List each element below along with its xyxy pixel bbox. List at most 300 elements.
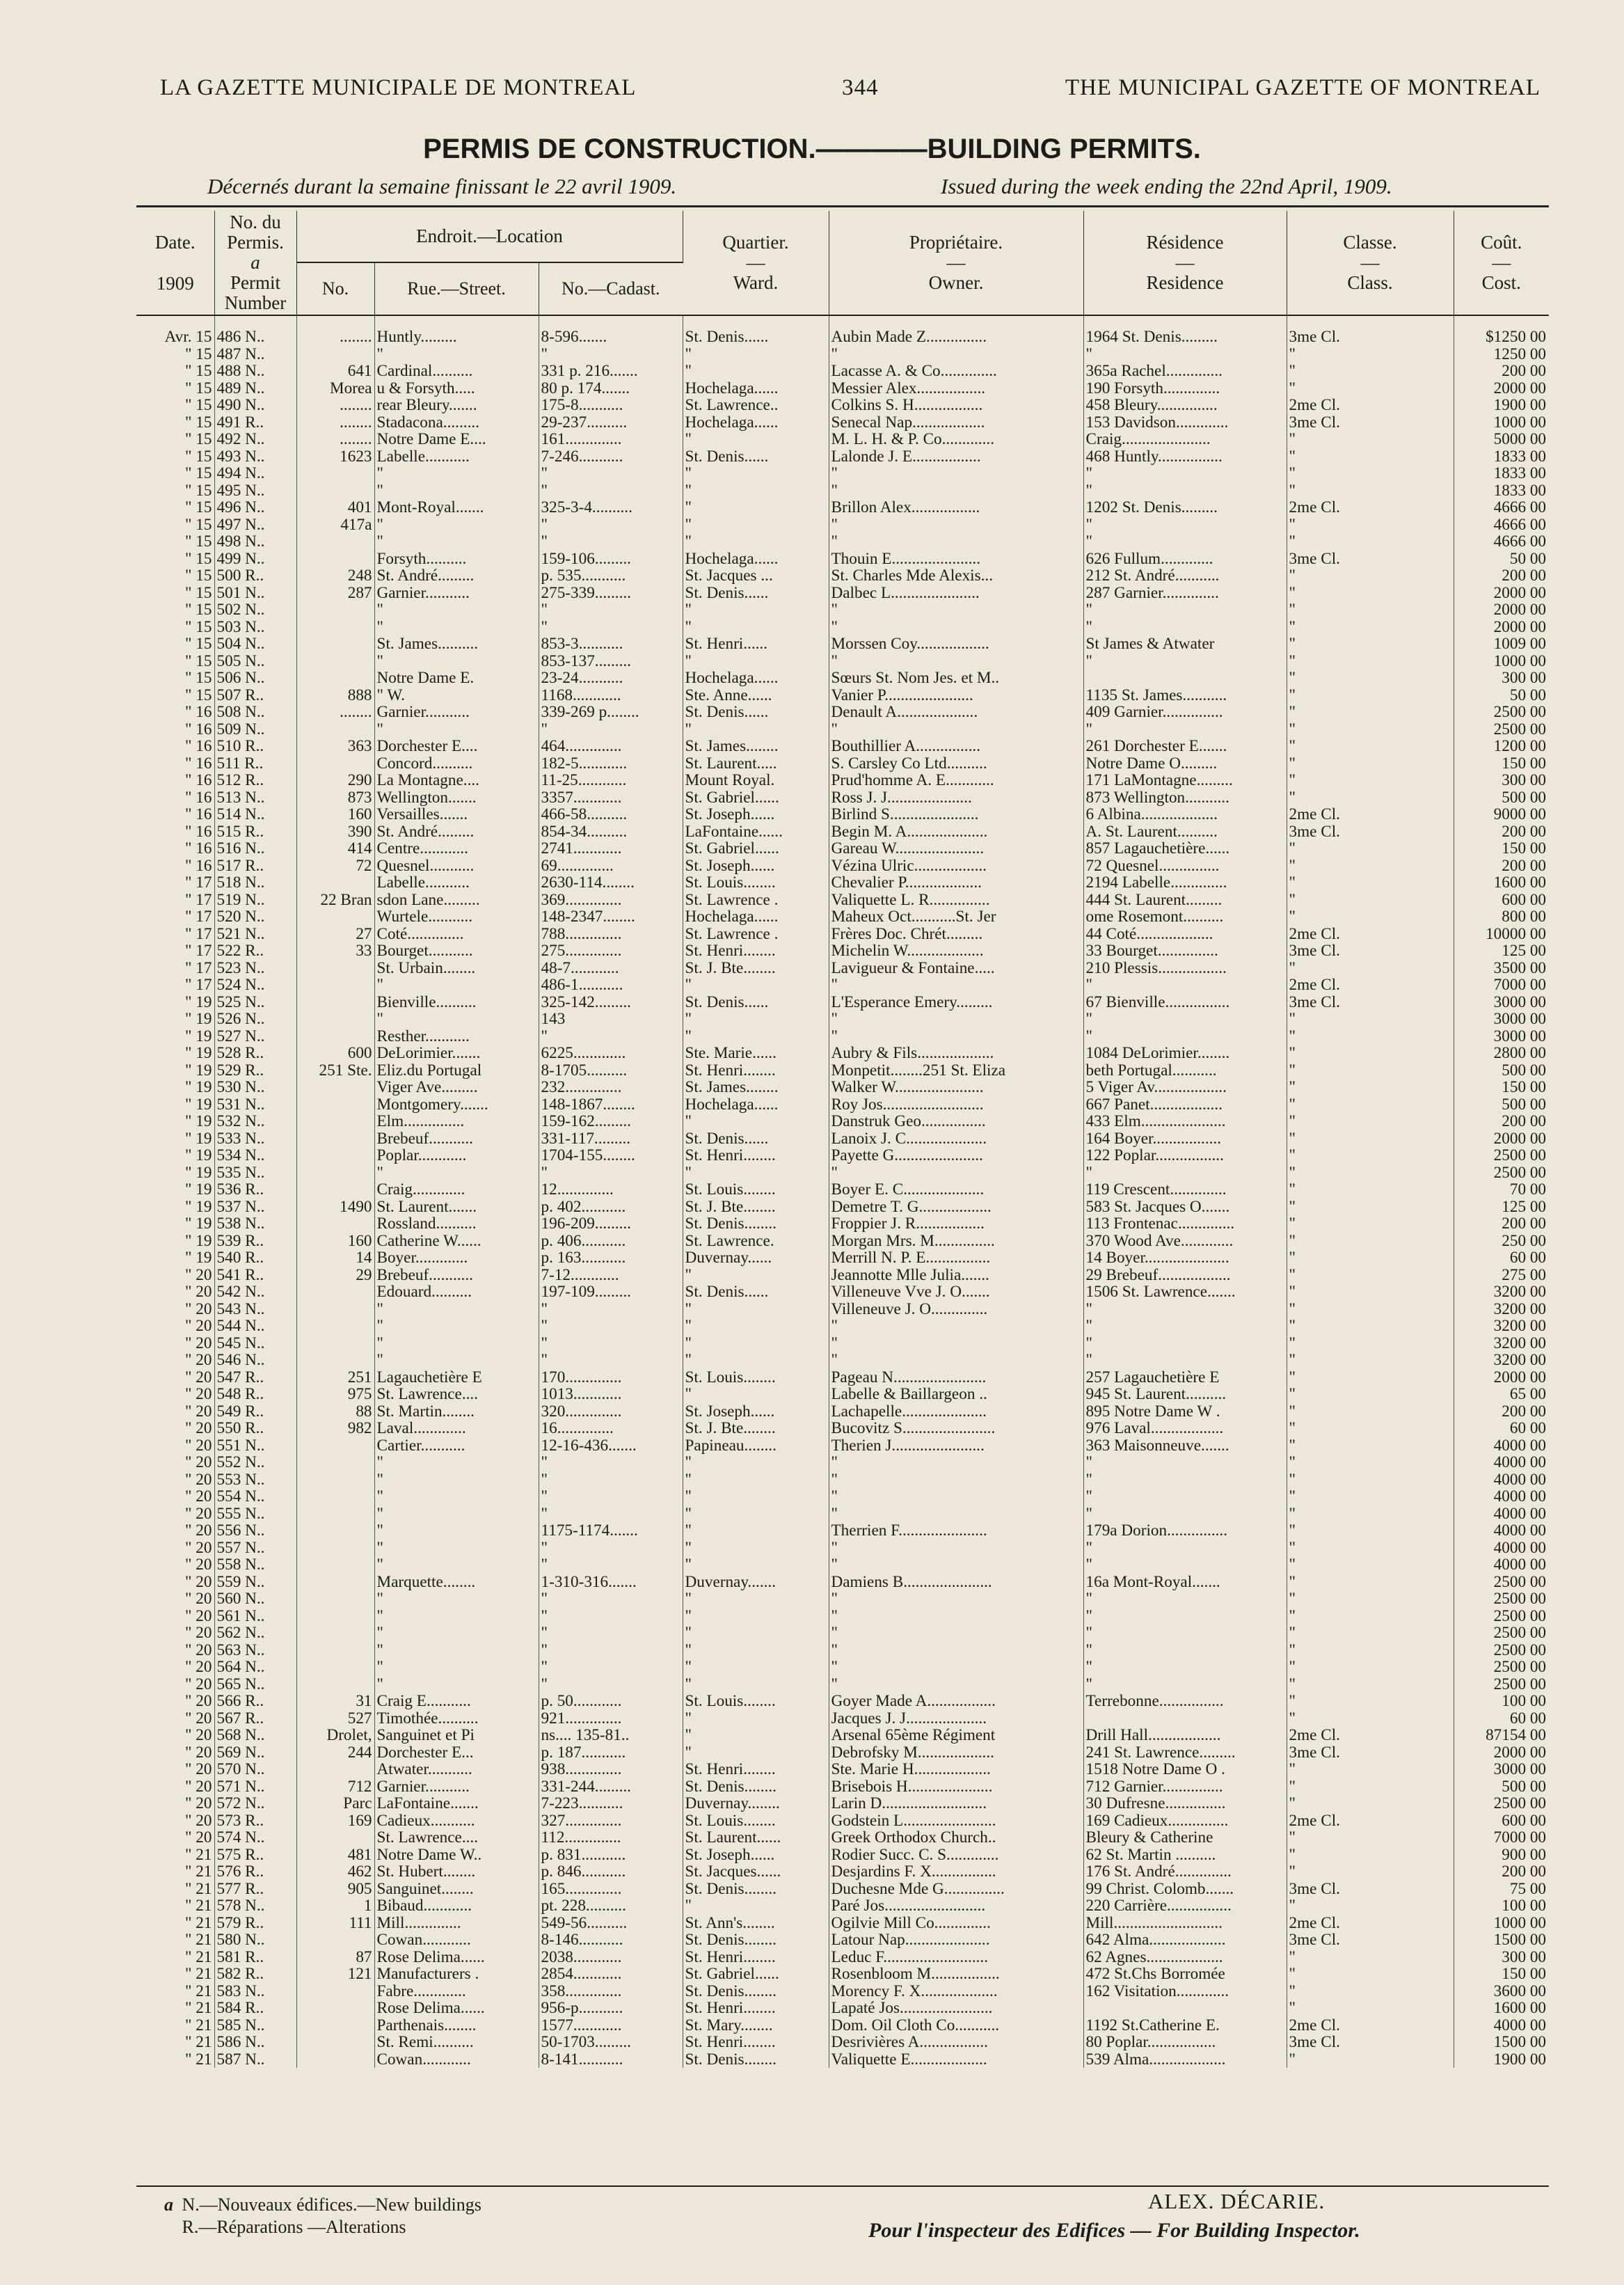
cell-street: " — [374, 1454, 539, 1471]
cell-no — [296, 1335, 374, 1352]
cell-cls: " — [1287, 1301, 1454, 1318]
cell-owner: Morency F. X................... — [829, 1983, 1083, 2000]
cell-cost: 4000 00 — [1493, 1539, 1547, 1556]
cell-owner: Brisebois H..................... — [829, 1778, 1083, 1796]
cell-owner: Birlind S...................... — [829, 806, 1083, 823]
table-row — [136, 1147, 1549, 1164]
cell-date: " 21 — [136, 1949, 214, 1966]
cell-cost: 2000 00 — [1493, 379, 1547, 397]
cell-street: " — [374, 1505, 539, 1523]
cell-permit: 583 N.. — [214, 1983, 296, 2000]
cell-date: " 20 — [136, 1676, 214, 1693]
cell-no — [296, 1624, 374, 1642]
cell-owner: Damiens B...................... — [829, 1574, 1083, 1591]
cell-street: " — [374, 1301, 539, 1318]
cell-ward: LaFontaine...... — [683, 823, 829, 841]
cell-no: 160 — [296, 1233, 374, 1250]
col-date-header — [136, 211, 214, 315]
cell-date: " 20 — [136, 1624, 214, 1642]
cell-date: " 19 — [136, 1164, 214, 1182]
cell-cls: " — [1287, 1011, 1454, 1028]
table-row — [136, 1829, 1549, 1847]
cell-owner: Pageau N....................... — [829, 1369, 1083, 1386]
cell-ward: St. Henri........ — [683, 1949, 829, 1966]
cell-no: 290 — [296, 772, 374, 789]
cell-owner: S. Carsley Co Ltd.......... — [829, 755, 1083, 773]
cell-ward: St. Laurent..... — [683, 755, 829, 773]
col-permit-marker: a — [250, 252, 260, 273]
cell-street: St. Lawrence.... — [374, 1829, 539, 1847]
col-cost-en: Cost. — [1481, 272, 1521, 293]
table-row — [136, 601, 1549, 619]
cell-cadast: " — [539, 1505, 683, 1523]
cell-residence: " — [1083, 1590, 1287, 1608]
cell-cls: " — [1287, 1676, 1454, 1693]
cell-cls: " — [1287, 1642, 1454, 1659]
cell-street: Cadieux........... — [374, 1812, 539, 1830]
cell-cls: " — [1287, 1181, 1454, 1199]
cell-date: " 20 — [136, 1301, 214, 1318]
cell-cadast: 1175-1174....... — [539, 1522, 683, 1540]
cell-cadast: 2741............ — [539, 840, 683, 857]
cell-owner: Colkins S. H................. — [829, 397, 1083, 414]
cell-date: " 20 — [136, 1727, 214, 1744]
cell-cost: 4666 00 — [1493, 516, 1547, 533]
cell-ward: " — [683, 619, 829, 636]
cell-ward: Hochelaga...... — [683, 1096, 829, 1114]
cell-street: " — [374, 619, 539, 636]
cell-ward: St. Louis........ — [683, 1693, 829, 1710]
cell-residence: 370 Wood Ave............. — [1083, 1233, 1287, 1250]
cell-cost: 3000 00 — [1493, 1027, 1547, 1045]
cell-ward: " — [683, 1318, 829, 1335]
cell-owner: Senecal Nap.................. — [829, 414, 1083, 432]
cell-cls: " — [1287, 857, 1454, 875]
cell-cls: 3me Cl. — [1287, 942, 1454, 960]
cell-cost: 3000 00 — [1493, 1011, 1547, 1028]
cell-ward: St. Denis...... — [683, 448, 829, 466]
cell-permit: 497 N.. — [214, 516, 296, 534]
cell-cost: 200 00 — [1502, 1402, 1547, 1420]
cell-residence: " — [1083, 1335, 1287, 1352]
cell-residence: 444 St. Laurent......... — [1083, 892, 1287, 909]
cell-cadast: 1168............ — [539, 687, 683, 704]
cell-no — [296, 1608, 374, 1625]
cell-street: Wurtele........... — [374, 908, 539, 926]
cell-date: " 19 — [136, 1113, 214, 1130]
cell-owner: Arsenal 65ème Régiment — [829, 1727, 1083, 1744]
cell-cls: 2me Cl. — [1287, 926, 1454, 943]
cell-cls: " — [1287, 1096, 1454, 1114]
cell-owner: St. Charles Mde Alexis... — [829, 567, 1083, 585]
cell-permit: 581 R.. — [214, 1949, 296, 1966]
cell-cadast: " — [539, 1318, 683, 1335]
table-row — [136, 1369, 1549, 1386]
cell-cls: " — [1287, 585, 1454, 602]
cell-owner: Froppier J. R................. — [829, 1215, 1083, 1233]
cell-cls: " — [1287, 1710, 1454, 1727]
cell-cls: " — [1287, 1335, 1454, 1352]
cell-no: 417a — [296, 516, 374, 534]
cell-permit: 492 N.. — [214, 431, 296, 448]
col-permit-en: Permit Number — [224, 272, 287, 313]
cell-cls: 3me Cl. — [1287, 823, 1454, 841]
table-row — [136, 704, 1549, 721]
cell-cost: 200 00 — [1502, 363, 1547, 380]
cell-permit: 554 N.. — [214, 1488, 296, 1505]
cell-owner: " — [829, 1556, 1083, 1574]
cell-no — [296, 346, 374, 363]
cell-cost: 200 00 — [1502, 823, 1547, 840]
cell-residence: 153 Davidson............. — [1083, 414, 1287, 432]
table-row — [136, 1181, 1549, 1199]
cell-permit: 531 N.. — [214, 1096, 296, 1114]
cell-permit: 488 N.. — [214, 363, 296, 380]
cell-cls: " — [1287, 448, 1454, 466]
table-row — [136, 2017, 1549, 2034]
cell-ward: St. J. Bte........ — [683, 1420, 829, 1437]
cell-cls: " — [1287, 1471, 1454, 1489]
cell-ward: St. Denis...... — [683, 585, 829, 602]
cell-residence: ome Rosemont.......... — [1083, 908, 1287, 926]
cell-residence: " — [1083, 1624, 1287, 1642]
cell-street: " W. — [374, 687, 539, 704]
cell-date: Avr. 15 — [136, 315, 214, 346]
cell-cadast: " — [539, 1488, 683, 1505]
col-street-header: Rue.—Street. — [374, 262, 539, 315]
cell-street: " — [374, 1471, 539, 1489]
cell-residence: 895 Notre Dame W . — [1083, 1403, 1287, 1421]
cell-residence: 363 Maisonneuve....... — [1083, 1437, 1287, 1455]
cell-cls: " — [1287, 772, 1454, 789]
cell-ward: " — [683, 1676, 829, 1693]
cell-permit: 537 N.. — [214, 1199, 296, 1216]
cell-no — [296, 1301, 374, 1318]
cell-cost: 600 00 — [1502, 1812, 1547, 1829]
cell-owner: Valiquette L. R............... — [829, 892, 1083, 909]
cell-residence: 171 LaMontagne......... — [1083, 772, 1287, 789]
cell-date: " 20 — [136, 1556, 214, 1574]
cell-owner: Aubry & Fils................... — [829, 1045, 1083, 1062]
cell-cadast: 143 — [539, 1011, 683, 1028]
cell-residence: 80 Poplar................. — [1083, 2034, 1287, 2051]
table-row — [136, 465, 1549, 482]
cell-ward: " — [683, 1454, 829, 1471]
cell-residence: 169 Cadieux............... — [1083, 1812, 1287, 1830]
cell-street: Mont-Royal....... — [374, 499, 539, 516]
cell-cost: 1200 00 — [1493, 738, 1547, 755]
table-row — [136, 1931, 1549, 1949]
cell-residence: 5 Viger Av.................. — [1083, 1079, 1287, 1096]
cell-cls: 3me Cl. — [1287, 315, 1454, 346]
inspector-line: Pour l'inspecteur des Edifices — For Building Inspector. — [868, 2219, 1360, 2242]
cell-cost: 300 00 — [1502, 772, 1547, 789]
cell-cls: " — [1287, 1693, 1454, 1710]
cell-residence: 409 Garnier............... — [1083, 704, 1287, 721]
cell-cls: " — [1287, 1437, 1454, 1455]
table-row — [136, 1062, 1549, 1080]
cell-cost: 3600 00 — [1493, 1982, 1547, 2000]
cell-permit: 548 R.. — [214, 1386, 296, 1403]
cell-cost: 3200 00 — [1493, 1334, 1547, 1352]
cell-street: Labelle........... — [374, 874, 539, 892]
cell-residence: 220 Carrière................ — [1083, 1897, 1287, 1915]
cell-cadast: p. 831........... — [539, 1847, 683, 1864]
cell-permit: 508 N.. — [214, 704, 296, 721]
cell-cls: " — [1287, 1386, 1454, 1403]
cell-ward: Ste. Marie...... — [683, 1045, 829, 1062]
cell-no — [296, 1574, 374, 1591]
cell-residence: 44 Coté................... — [1083, 926, 1287, 943]
cell-owner: " — [829, 601, 1083, 619]
table-row — [136, 1079, 1549, 1096]
cell-cost: 2000 00 — [1493, 1744, 1547, 1761]
cell-residence: 113 Frontenac.............. — [1083, 1215, 1287, 1233]
cell-cadast: 8-141........... — [539, 2051, 683, 2069]
cell-no — [296, 653, 374, 670]
cell-date: " 16 — [136, 806, 214, 823]
col-ward-dash: — — [746, 252, 765, 273]
table-row — [136, 823, 1549, 841]
cell-owner: Denault A.................... — [829, 704, 1083, 721]
cell-cost: 900 00 — [1502, 1846, 1547, 1863]
cell-cadast: " — [539, 1301, 683, 1318]
cell-cadast: 182-5............ — [539, 755, 683, 773]
cell-residence: " — [1083, 1642, 1287, 1659]
cell-ward: " — [683, 977, 829, 994]
cell-owner: Godstein L....................... — [829, 1812, 1083, 1830]
cell-street: " — [374, 601, 539, 619]
cell-ward: " — [683, 482, 829, 500]
table-row — [136, 1659, 1549, 1676]
cell-residence: " — [1083, 1164, 1287, 1182]
cell-cost: 500 00 — [1502, 789, 1547, 806]
cell-ward: Papineau........ — [683, 1437, 829, 1455]
cell-ward: St. Denis...... — [683, 994, 829, 1011]
cell-cls: 2me Cl. — [1287, 977, 1454, 994]
cell-cadast: 549-56.......... — [539, 1915, 683, 1932]
table-row — [136, 892, 1549, 909]
cell-cadast: 325-142......... — [539, 994, 683, 1011]
table-row — [136, 1335, 1549, 1352]
cell-owner: Valiquette E................... — [829, 2051, 1083, 2069]
cell-street: " — [374, 516, 539, 534]
cell-cls: " — [1287, 1199, 1454, 1216]
cell-cls: " — [1287, 1062, 1454, 1080]
cell-residence: Terrebonne................ — [1083, 1693, 1287, 1710]
cell-residence: 29 Brebeuf.................. — [1083, 1267, 1287, 1284]
cell-ward: St. Denis........ — [683, 1931, 829, 1949]
cell-cost: 60 00 — [1509, 1420, 1547, 1437]
cell-ward: Duvernay...... — [683, 1249, 829, 1267]
cell-street: Huntly......... — [374, 315, 539, 346]
cell-owner: Walker W...................... — [829, 1079, 1083, 1096]
cell-street: Elm............... — [374, 1113, 539, 1130]
cell-owner: Maheux Oct...........St. Jer — [829, 908, 1083, 926]
cell-ward: St. Ann's........ — [683, 1915, 829, 1932]
table-row — [136, 567, 1549, 585]
cell-date: " 16 — [136, 738, 214, 755]
cell-no — [296, 1454, 374, 1471]
cell-permit: 493 N.. — [214, 448, 296, 466]
cell-residence: 72 Quesnel............... — [1083, 857, 1287, 875]
cell-ward: St. Gabriel...... — [683, 840, 829, 857]
cell-cost: 65 00 — [1509, 1386, 1547, 1403]
cell-street: " — [374, 1011, 539, 1028]
cell-owner: " — [829, 721, 1083, 738]
cell-permit: 573 R.. — [214, 1812, 296, 1830]
cell-owner: " — [829, 482, 1083, 500]
cell-no — [296, 619, 374, 636]
cell-cadast: 466-58.......... — [539, 806, 683, 823]
cell-cadast: 2630-114........ — [539, 874, 683, 892]
running-header — [160, 75, 1541, 109]
cell-date: " 19 — [136, 1045, 214, 1062]
cell-no: 1623 — [296, 448, 374, 466]
cell-permit: 549 R.. — [214, 1403, 296, 1421]
cell-street: Sanguinet........ — [374, 1881, 539, 1898]
cell-cls: " — [1287, 840, 1454, 857]
cell-owner: Sœurs St. Nom Jes. et M.. — [829, 670, 1083, 687]
cell-cls: " — [1287, 380, 1454, 397]
cell-permit: 536 R.. — [214, 1181, 296, 1199]
cell-street: Craig E........... — [374, 1693, 539, 1710]
cell-street: " — [374, 1590, 539, 1608]
cell-date: " 20 — [136, 1283, 214, 1301]
cell-date: " 17 — [136, 977, 214, 994]
cell-no: 641 — [296, 363, 374, 380]
cell-street: Edouard.......... — [374, 1283, 539, 1301]
cell-ward: St. Henri...... — [683, 635, 829, 653]
cell-cost: 2500 00 — [1493, 1607, 1547, 1624]
table-row — [136, 1812, 1549, 1830]
cell-permit: 580 N.. — [214, 1931, 296, 1949]
cell-no: 600 — [296, 1045, 374, 1062]
cell-street: Coté.............. — [374, 926, 539, 943]
cell-cadast: 327.............. — [539, 1812, 683, 1830]
cell-no — [296, 1540, 374, 1557]
cell-no: 169 — [296, 1812, 374, 1830]
cell-date: " 21 — [136, 1983, 214, 2000]
col-date-year: 1909 — [156, 272, 194, 294]
table-row — [136, 1283, 1549, 1301]
cell-street: " — [374, 1556, 539, 1574]
cell-owner: " — [829, 1590, 1083, 1608]
cell-owner: " — [829, 1164, 1083, 1182]
cell-cls: 3me Cl. — [1287, 551, 1454, 568]
cell-cadast: p. 187........... — [539, 1744, 683, 1762]
table-row — [136, 1983, 1549, 2000]
cell-permit: 567 R.. — [214, 1710, 296, 1727]
cell-ward: " — [683, 346, 829, 363]
cell-cadast: 788.............. — [539, 926, 683, 943]
cell-residence: 14 Boyer..................... — [1083, 1249, 1287, 1267]
cell-owner: Gareau W...................... — [829, 840, 1083, 857]
table-row — [136, 1164, 1549, 1182]
cell-permit: 528 R.. — [214, 1045, 296, 1062]
cell-cadast: 16.............. — [539, 1420, 683, 1437]
cell-cost: 150 00 — [1502, 1079, 1547, 1096]
cell-residence: 433 Elm..................... — [1083, 1113, 1287, 1130]
table-row — [136, 1693, 1549, 1710]
cell-residence: St James & Atwater — [1083, 635, 1287, 653]
cell-residence: 6 Albina................... — [1083, 806, 1287, 823]
cell-permit: 504 N.. — [214, 635, 296, 653]
cell-permit: 568 N.. — [214, 1727, 296, 1744]
cell-cls: " — [1287, 687, 1454, 704]
cell-date: " 15 — [136, 482, 214, 500]
cell-street: " — [374, 653, 539, 670]
cell-residence: 1506 St. Lawrence....... — [1083, 1283, 1287, 1301]
table-row — [136, 1403, 1549, 1421]
legend-entries — [182, 2194, 481, 2238]
cell-cls: 3me Cl. — [1287, 1744, 1454, 1762]
table-row — [136, 1437, 1549, 1455]
permits-table — [136, 211, 1549, 2068]
cell-cadast: 3357............ — [539, 789, 683, 807]
cell-no — [296, 1931, 374, 1949]
cell-no — [296, 1556, 374, 1574]
cell-owner: " — [829, 516, 1083, 534]
cell-date: " 19 — [136, 1249, 214, 1267]
cell-ward: Duvernay........ — [683, 1795, 829, 1812]
cell-owner: Desrivières A................. — [829, 2034, 1083, 2051]
cell-cost: 275 00 — [1502, 1266, 1547, 1283]
cell-street: Boyer............. — [374, 1249, 539, 1267]
cell-residence: 1192 St.Catherine E. — [1083, 2017, 1287, 2034]
cell-ward: St. Louis........ — [683, 1812, 829, 1830]
cell-ward: " — [683, 721, 829, 738]
cell-permit: 500 R.. — [214, 567, 296, 585]
cell-cls: " — [1287, 1659, 1454, 1676]
cell-ward: " — [683, 516, 829, 534]
cell-residence: 99 Christ. Colomb....... — [1083, 1881, 1287, 1898]
table-row — [136, 1096, 1549, 1114]
cell-cost: 1000 00 — [1493, 413, 1547, 431]
cell-ward: " — [683, 1642, 829, 1659]
cell-street: Dorchester E... — [374, 1744, 539, 1762]
cell-ward: St. Denis...... — [683, 315, 829, 346]
cell-cost: 2500 00 — [1493, 704, 1547, 721]
cell-permit: 540 R.. — [214, 1249, 296, 1267]
cell-cost: 2500 00 — [1493, 1164, 1547, 1181]
cell-cost: 2800 00 — [1493, 1045, 1547, 1062]
cell-cost: 50 00 — [1509, 550, 1547, 567]
cell-no — [296, 1028, 374, 1045]
cell-owner: Vanier P...................... — [829, 687, 1083, 704]
table-row — [136, 619, 1549, 636]
cell-cost: 60 00 — [1509, 1709, 1547, 1727]
cell-cls: " — [1287, 1522, 1454, 1540]
cell-cadast: 29-237.......... — [539, 414, 683, 432]
cell-residence: " — [1083, 346, 1287, 363]
cell-date: " 15 — [136, 653, 214, 670]
col-no-header: No. — [296, 262, 374, 315]
cell-permit: 585 N.. — [214, 2017, 296, 2034]
cell-owner: " — [829, 533, 1083, 551]
cell-residence: Bleury & Catherine — [1083, 1829, 1287, 1847]
cell-residence: 190 Forsyth.............. — [1083, 380, 1287, 397]
cell-permit: 570 N.. — [214, 1761, 296, 1778]
cell-date: " 19 — [136, 1079, 214, 1096]
cell-no — [296, 1113, 374, 1130]
cell-date: " 21 — [136, 2034, 214, 2051]
cell-owner: " — [829, 1335, 1083, 1352]
cell-ward: " — [683, 1011, 829, 1028]
cell-date: " 15 — [136, 499, 214, 516]
subtitle-french: Décernés durant la semaine finissant le 22 avril 1909. — [207, 174, 677, 198]
cell-cls: " — [1287, 1352, 1454, 1369]
